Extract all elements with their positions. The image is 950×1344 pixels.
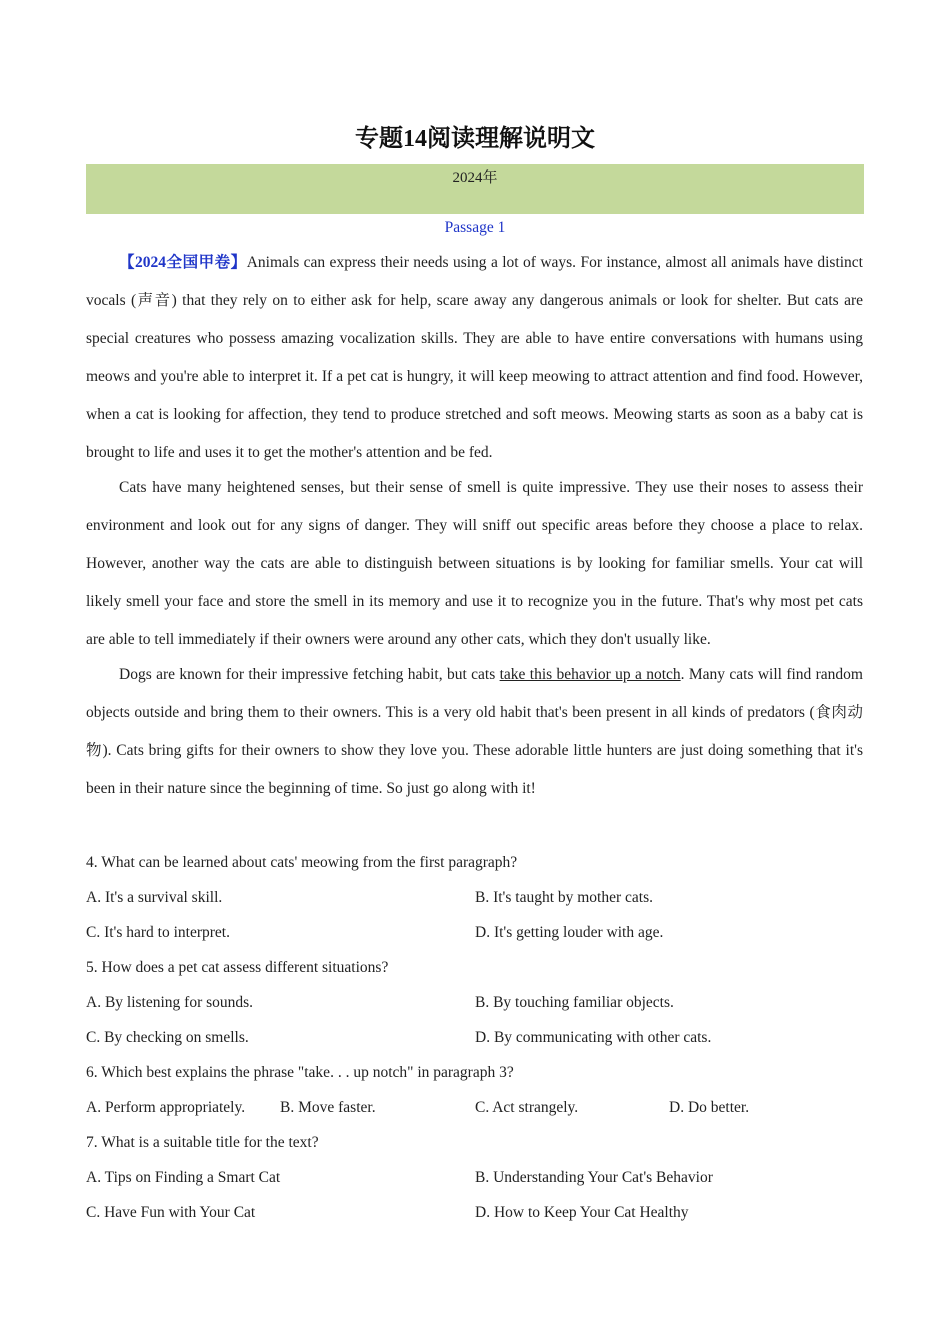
question-list bbox=[86, 849, 863, 1234]
question-5-options-row-2 bbox=[86, 1024, 863, 1059]
paragraph-3-text-start: Dogs are known for their impressive fetching habit, but cats bbox=[119, 666, 500, 683]
question-4-options-row-2 bbox=[86, 919, 863, 954]
paragraph-3 bbox=[86, 656, 863, 808]
paragraph-1-text: Animals can express their needs using a lot of ways. For instance, almost all animals have distinct vocals (声音) that they rely on to either ask for help, scare away any dangerous animals or look for shelter. But cats are special creatures who possess amazing vocalization skills. They are able to have entire conversations with humans using meows and you're able to interpret it. If a pet cat is hungry, it will keep meowing to attract attention and find food. However, when a cat is looking for affection, they tend to produce stretched and soft meows. Meowing starts as soon as a baby cat is brought to life and uses it to get the mother's attention and be fed. bbox=[86, 254, 863, 461]
question-5-option-c: C. By checking on smells. bbox=[86, 1029, 249, 1046]
question-4-option-a: A. It's a survival skill. bbox=[86, 889, 223, 906]
year-label: 2024年 bbox=[452, 170, 498, 186]
question-4-option-b: B. It's taught by mother cats. bbox=[475, 889, 654, 906]
question-7-options-row-1 bbox=[86, 1164, 863, 1199]
question-7-option-b: B. Understanding Your Cat's Behavior bbox=[475, 1169, 713, 1186]
question-4-option-c: C. It's hard to interpret. bbox=[86, 924, 230, 941]
paragraph-3-text-end: . Many cats will find random objects outside and bring them to their owners. This is a very old habit that's been present in all kinds of predators (食肉动物). Cats bring gifts for their owners to show they love you. These adorable little hunters are just doing something that it's been in their nature since the beginning of time. So just go along with it! bbox=[86, 666, 863, 797]
source-tag: 【2024全国甲卷】 bbox=[119, 254, 247, 271]
question-5-stem: 5. How does a pet cat assess different situations? bbox=[86, 959, 389, 976]
question-7-options-row-2 bbox=[86, 1199, 863, 1234]
question-6-option-c: C. Act strangely. bbox=[475, 1099, 579, 1116]
paragraph-2: Cats have many heightened senses, but their sense of smell is quite impressive. They use their noses to assess their environment and look out for any signs of danger. They will sniff out specific areas before they choose a place to relax. However, another way the cats are able to distinguish between situations is by looking for familiar smells. Your cat will likely smell your face and store the smell in its memory and use it to recognize you in the future. That's why most pet cats are able to tell immediately if their owners were around any other cats, which they don't usually like. bbox=[86, 479, 863, 648]
question-7-option-c: C. Have Fun with Your Cat bbox=[86, 1204, 256, 1221]
passage-label: Passage 1 bbox=[444, 219, 506, 236]
underlined-phrase: take this behavior up a notch bbox=[499, 666, 681, 683]
question-6-option-d: D. Do better. bbox=[669, 1099, 750, 1116]
question-5-option-d: D. By communicating with other cats. bbox=[475, 1029, 712, 1046]
question-5-option-a: A. By listening for sounds. bbox=[86, 994, 254, 1011]
question-4-option-d: D. It's getting louder with age. bbox=[475, 924, 664, 941]
question-6-option-a: A. Perform appropriately. bbox=[86, 1099, 246, 1116]
question-7-option-a: A. Tips on Finding a Smart Cat bbox=[86, 1169, 281, 1186]
question-5-options-row-1 bbox=[86, 989, 863, 1024]
question-4-stem: 4. What can be learned about cats' meowing from the first paragraph? bbox=[86, 854, 518, 871]
question-7-stem: 7. What is a suitable title for the text? bbox=[86, 1134, 319, 1151]
question-4-options-row-1 bbox=[86, 884, 863, 919]
page-title: 专题14阅读理解说明文 bbox=[355, 126, 595, 152]
question-5-option-b: B. By touching familiar objects. bbox=[475, 994, 674, 1011]
question-7-option-d: D. How to Keep Your Cat Healthy bbox=[475, 1204, 689, 1221]
question-6-options-row bbox=[86, 1094, 863, 1129]
question-6-option-b: B. Move faster. bbox=[280, 1099, 376, 1116]
paragraph-1 bbox=[86, 244, 863, 472]
question-6-stem: 6. Which best explains the phrase "take. . . up notch" in paragraph 3? bbox=[86, 1064, 514, 1081]
year-band bbox=[86, 164, 864, 214]
passage-body bbox=[86, 244, 863, 808]
